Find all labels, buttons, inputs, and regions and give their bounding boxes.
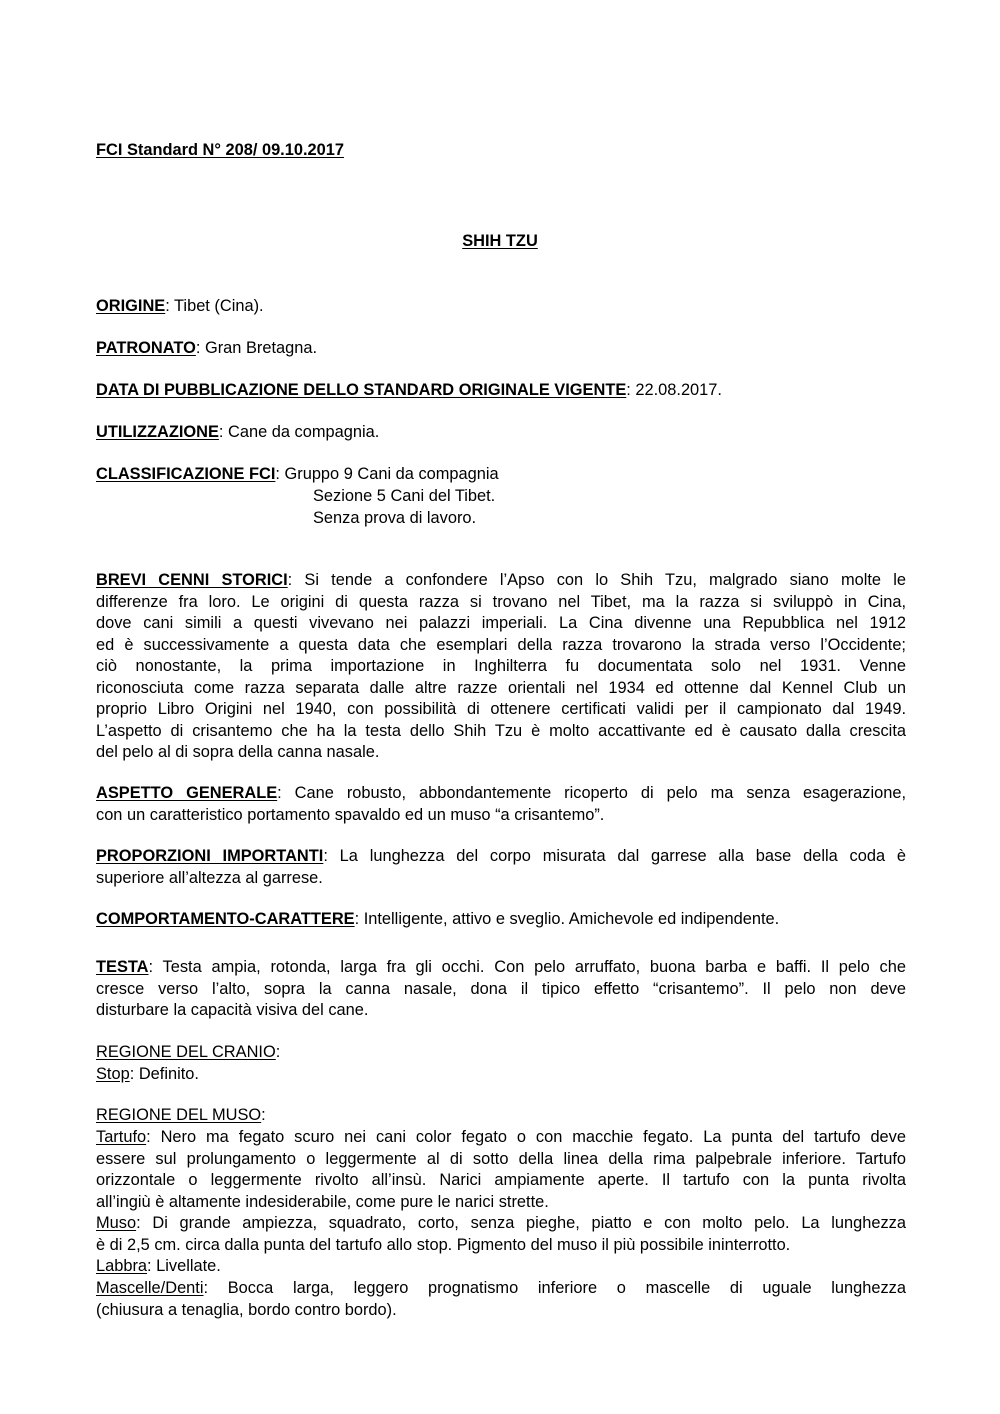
- testa-label: TESTA: [96, 958, 149, 976]
- storici-line: del pelo al di sopra della canna nasale.: [96, 743, 380, 761]
- muso-paragraph: [96, 1213, 906, 1256]
- testa-line: TESTA: Testa ampia, rotonda, larga fra gli occhi. Con pelo arruffato, buona barba e baffi. Il pelo che: [96, 958, 906, 976]
- storici-line: L’aspetto di crisantemo che ha la testa dello Shih Tzu è molto accattivante ed è causato dalla crescita: [96, 721, 906, 740]
- storici-line: dove cani simili a questi vivevano nei palazzi imperiali. La Cina divenne una Repubblica nel 1912: [96, 614, 906, 632]
- patronato-label: PATRONATO: [96, 339, 196, 357]
- mascelle-label: Mascelle/Denti: [96, 1279, 204, 1297]
- origine-label: ORIGINE: [96, 297, 166, 315]
- cranio-heading-line: REGIONE DEL CRANIO:: [96, 1043, 281, 1061]
- origine-line: [96, 296, 264, 318]
- labbra-label: Labbra: [96, 1257, 148, 1275]
- tartufo-line: orizzontale o leggermente rivolto all’insù. Narici ampiamente aperte. Il tartufo con la punta rivolta: [96, 1171, 906, 1189]
- tartufo-line: all’ingiù è altamente indesiderabile, come pure le narici strette.: [96, 1192, 549, 1211]
- storici-line: proprio Libro Origini nel 1940, con possibilità di ottenere certificati validi per il campionato dal 1949.: [96, 700, 906, 718]
- patronato-value: : Gran Bretagna.: [195, 339, 318, 357]
- mascelle-paragraph: [96, 1278, 906, 1321]
- patronato-line: [96, 338, 317, 360]
- classificazione-work-trial: Senza prova di lavoro.: [313, 509, 477, 527]
- classificazione-group: : Gruppo 9 Cani da compagnia: [275, 465, 499, 483]
- proporzioni-label: PROPORZIONI IMPORTANTI: [96, 847, 324, 865]
- muso-region-heading: REGIONE DEL MUSO: [96, 1106, 262, 1124]
- classificazione-line: [96, 464, 499, 486]
- proporzioni-line: superiore all’altezza al garrese.: [96, 868, 323, 887]
- proporzioni-line: PROPORZIONI IMPORTANTI: La lunghezza del corpo misurata dal garrese alla base della coda è: [96, 847, 906, 865]
- stop-line: [96, 1064, 199, 1086]
- pubblicazione-label: DATA DI PUBBLICAZIONE DELLO STANDARD ORIGINALE VIGENTE: [96, 381, 627, 399]
- tartufo-line: Tartufo: Nero ma fegato scuro nei cani color fegato o con macchie fegato. La punta del tartufo deve: [96, 1128, 906, 1146]
- muso-line: è di 2,5 cm. circa dalla punta del tartufo allo stop. Pigmento del muso il più possibile ininterrotto.: [96, 1235, 791, 1254]
- tartufo-line: essere sul prolungamento o leggermente al di sotto della linea della rima palpebrale inferiore. Tartufo: [96, 1149, 906, 1168]
- aspetto-paragraph: [96, 783, 906, 826]
- testa-line: cresce verso l’alto, sopra la canna nasale, dona il tipico effetto “crisantemo”. Il pelo non deve: [96, 979, 906, 998]
- classificazione-label: CLASSIFICAZIONE FCI: [96, 465, 276, 483]
- testa-line: disturbare la capacità visiva del cane.: [96, 1001, 369, 1019]
- utilizzazione-value: : Cane da compagnia.: [218, 423, 380, 441]
- labbra-line: [96, 1256, 221, 1278]
- storici-line: differenze fra loro. Le origini di questa razza si trovano nel Tibet, ma la razza si sviluppò in Cina,: [96, 592, 906, 611]
- aspetto-label: ASPETTO GENERALE: [96, 784, 278, 802]
- muso-label: Muso: [96, 1214, 137, 1232]
- utilizzazione-label: UTILIZZAZIONE: [96, 423, 219, 441]
- muso-line: Muso: Di grande ampiezza, squadrato, corto, senza pieghe, piatto e con molto pelo. La lunghezza: [96, 1214, 906, 1232]
- pubblicazione-value: : 22.08.2017.: [626, 381, 722, 399]
- storici-label: BREVI CENNI STORICI: [96, 571, 288, 589]
- aspetto-line: ASPETTO GENERALE: Cane robusto, abbondantemente ricoperto di pelo ma senza esagerazione,: [96, 784, 906, 802]
- labbra-value: : Livellate.: [147, 1257, 221, 1275]
- stop-value: : Definito.: [129, 1065, 199, 1083]
- origine-value: : Tibet (Cina).: [165, 297, 264, 315]
- muso-region-heading-line: REGIONE DEL MUSO:: [96, 1106, 266, 1124]
- comportamento-label: COMPORTAMENTO-CARATTERE: [96, 910, 355, 928]
- tartufo-paragraph: [96, 1127, 906, 1213]
- cranio-heading: REGIONE DEL CRANIO: [96, 1043, 276, 1061]
- aspetto-line: con un caratteristico portamento spavaldo ed un muso “a crisantemo”.: [96, 805, 605, 824]
- comportamento-line: [96, 909, 779, 931]
- breed-title: SHIH TZU: [462, 232, 538, 250]
- utilizzazione-line: [96, 422, 379, 444]
- testa-paragraph: [96, 957, 906, 1022]
- storici-line: riconosciuta come razza separata dalle altre razze orientali nel 1934 ed ottenne dal Kennel Club un: [96, 678, 906, 697]
- classificazione-section: Sezione 5 Cani del Tibet.: [313, 487, 496, 505]
- proporzioni-paragraph: [96, 846, 906, 889]
- storici-paragraph: [96, 570, 906, 764]
- storici-line: BREVI CENNI STORICI: Si tende a confondere l’Apso con lo Shih Tzu, malgrado siano molte le: [96, 571, 906, 589]
- comportamento-value: : Intelligente, attivo e sveglio. Amichevole ed indipendente.: [354, 910, 780, 928]
- tartufo-label: Tartufo: [96, 1128, 147, 1146]
- pubblicazione-line: [96, 380, 722, 402]
- mascelle-line: (chiusura a tenaglia, bordo contro bordo).: [96, 1300, 397, 1319]
- storici-line: ed è successivamente a questa data che esemplari della razza trovarono la strada verso l’Occidente;: [96, 635, 906, 654]
- stop-label: Stop: [96, 1065, 130, 1083]
- mascelle-line: Mascelle/Denti: Bocca larga, leggero prognatismo inferiore o mascelle di uguale lunghezza: [96, 1279, 906, 1297]
- storici-line: ciò nonostante, la prima importazione in Inghilterra fu documentata solo nel 1931. Venne: [96, 657, 906, 675]
- standard-reference: FCI Standard N° 208/ 09.10.2017: [96, 141, 344, 159]
